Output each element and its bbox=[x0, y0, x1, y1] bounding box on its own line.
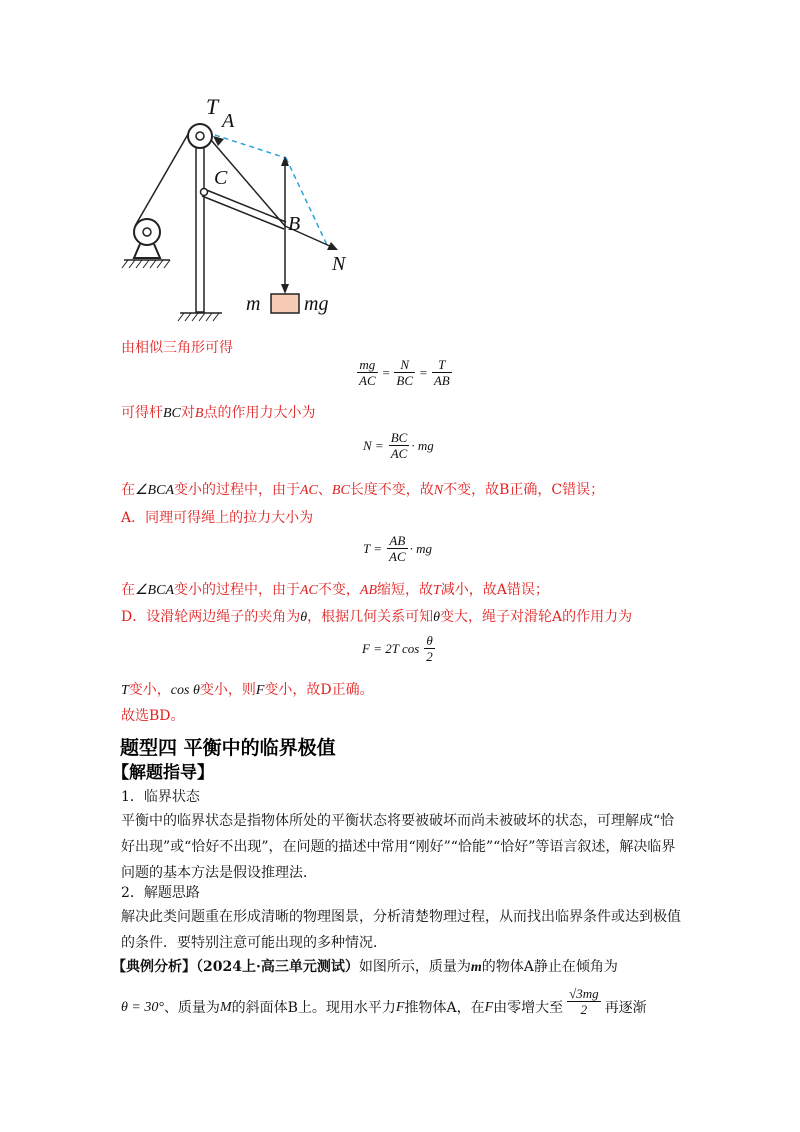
solution-line-5: 在∠BCA变小的过程中，由于AC不变，AB缩短，故T减小，故A错误； bbox=[121, 582, 549, 598]
paragraph-2-heading: 2．解题思路 bbox=[121, 885, 200, 901]
rope-left bbox=[135, 129, 191, 226]
section-subtitle: 【解题指导】 bbox=[112, 763, 214, 783]
frac-t-ab: $\frac{T}{AB}$ bbox=[433, 357, 450, 388]
solution-line-2: 可得杆BC对B点的作用力大小为 bbox=[121, 405, 316, 421]
solution-line-7: T变小，cos θ变小，则F变小，故D正确。 bbox=[121, 682, 374, 698]
hinge-c bbox=[201, 189, 208, 196]
block-m bbox=[271, 294, 299, 313]
equation-f: F = 2T cos $\frac{\theta}{2}$ bbox=[362, 633, 433, 664]
paragraph-2-body: 解决此类问题重在形成清晰的物理图景，分析清楚物理过程，从而找出临界条件或达到极值的条件．要特别注意可能出现的多种情况． bbox=[121, 909, 681, 951]
solution-line-4: A．同理可得绳上的拉力大小为 bbox=[121, 510, 314, 526]
physics-figure bbox=[118, 92, 358, 327]
solution-line-8: 故选BD。 bbox=[121, 708, 185, 724]
label-c: C bbox=[214, 167, 228, 189]
frac-ab-ac: $\frac{AB}{AC}$ bbox=[389, 533, 406, 564]
frac-theta-2: $\frac{\theta}{2}$ bbox=[426, 633, 433, 664]
paragraph-1-body: 平衡中的临界状态是指物体所处的平衡状态将要被破坏而尚未被破坏的状态，可理解成“恰好出现”或“恰好不出现”，在问题的描述中常用“刚好”“恰能”“恰好”等语言叙述，解决临界问题的基本方法是假设推理法． bbox=[121, 813, 676, 881]
weight-arrow-head bbox=[281, 284, 289, 294]
example-line-1: 【典例分析】（2024上·高三单元测试）如图所示，质量为m的物体A静止在倾角为 bbox=[112, 959, 618, 975]
label-mg: mg bbox=[304, 293, 329, 315]
section-title: 题型四 平衡中的临界极值 bbox=[120, 737, 336, 759]
label-t: T bbox=[206, 94, 219, 119]
equation-t: T = $\frac{AB}{AC}$ · mg bbox=[363, 533, 433, 564]
rod-cb-upper bbox=[204, 189, 286, 222]
dashed-top bbox=[215, 135, 286, 158]
solution-line-3: 在∠BCA变小的过程中，由于AC、BC长度不变，故N不变，故B正确，C错误； bbox=[121, 482, 605, 498]
pulley-rod-diagram bbox=[118, 92, 358, 327]
solution-line-1: 由相似三角形可得 bbox=[121, 340, 233, 356]
label-a: A bbox=[222, 110, 235, 132]
pulley-a-hub bbox=[196, 132, 204, 140]
pole-ground-hatch bbox=[178, 313, 219, 321]
example-line-2: θ = 30° 、质量为 M 的斜面体B上。现用水平力 F 推物体A，在 F 由零增大至 $\frac{√3mg}{2}$ 再逐渐 bbox=[121, 985, 647, 1017]
frac-sqrt3mg-2: $\frac{√3mg}{2}$ bbox=[569, 985, 599, 1017]
solution-line-6: D．设滑轮两边绳子的夹角为θ，根据几何关系可知θ变大，绳子对滑轮A的作用力为 bbox=[121, 609, 633, 625]
frac-n-bc: $\frac{N}{BC}$ bbox=[396, 357, 414, 388]
frac-mg-ac: $\frac{mg}{AC}$ bbox=[359, 357, 376, 388]
winch-stand bbox=[134, 244, 160, 258]
equation-n: N = $\frac{BC}{AC}$ · mg bbox=[363, 430, 434, 461]
label-m: m bbox=[246, 293, 261, 315]
winch-hub bbox=[143, 228, 151, 236]
equation-similar-triangles: $\frac{mg}{AC}$ = $\frac{N}{BC}$ = $\frac{T}{AB}$ bbox=[359, 357, 450, 388]
winch-ground-hatch bbox=[122, 260, 170, 268]
label-n: N bbox=[332, 253, 346, 275]
label-b: B bbox=[288, 213, 301, 235]
rod-cb-lower bbox=[202, 196, 284, 229]
vertical-pole bbox=[196, 142, 204, 312]
frac-bc-ac: $\frac{BC}{AC}$ bbox=[390, 430, 408, 461]
paragraph-1-heading: 1．临界状态 bbox=[121, 789, 200, 805]
